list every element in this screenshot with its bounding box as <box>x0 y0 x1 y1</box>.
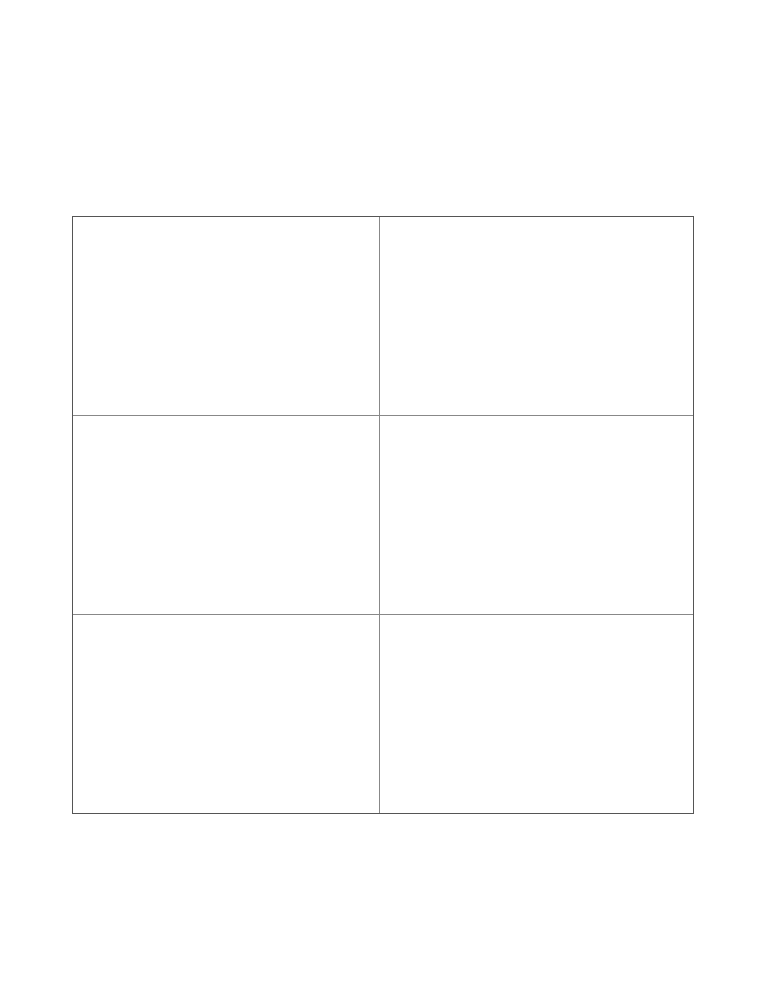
table-cell-argento <box>73 614 379 813</box>
table-cell-oro <box>379 415 693 614</box>
table-cell-torre <box>379 217 693 415</box>
table-cell-re <box>73 217 379 415</box>
pieces-table <box>72 216 694 814</box>
table-cell-alfiere <box>73 415 379 614</box>
table-cell-cavallo <box>379 614 693 813</box>
